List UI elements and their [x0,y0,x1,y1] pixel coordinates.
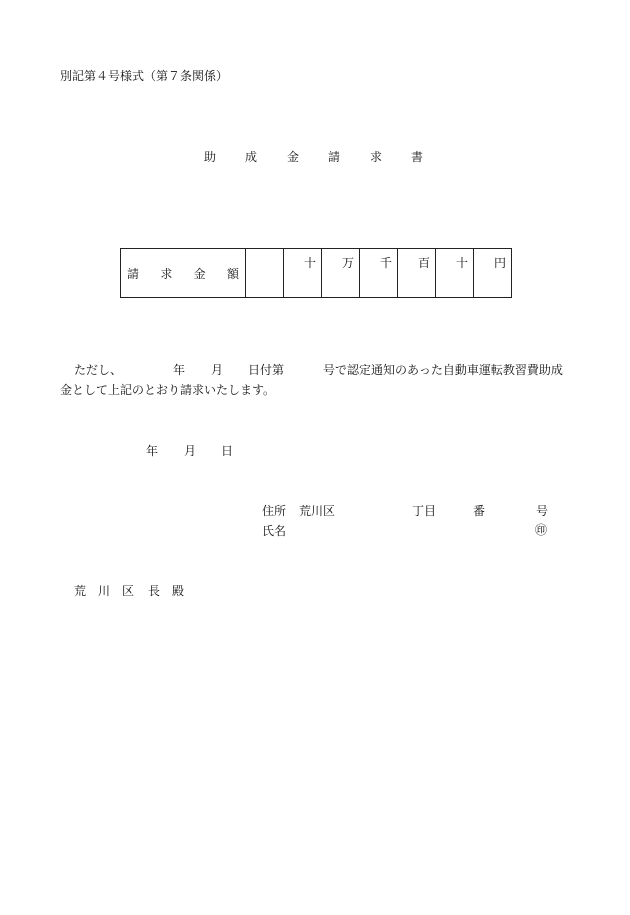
claim-amount-label-cell [121,249,246,298]
amount-digit-cell[interactable] [398,249,436,298]
amount-digit-cell[interactable] [474,249,512,298]
claim-amount-table [120,248,512,298]
title-char: 成 [245,150,258,164]
unit-label: 十 [303,256,316,270]
unit-label: 十 [455,256,468,270]
body-line2: 金として上記のとおり請求いたします。 [60,383,276,397]
unit-label: 百 [417,256,430,270]
seal-mark-icon: ㊞ [535,523,548,537]
addressee-char: 川 [98,584,111,598]
label-char: 請 [127,266,140,281]
label-char: 金 [193,266,206,281]
body-line1-rest: 号で認定通知のあった自動車運転教習費助成 [323,363,563,377]
address-chome: 丁目 [412,504,437,518]
title-char: 求 [370,150,383,164]
body-prefix: ただし、 [74,363,123,377]
label-char: 額 [226,266,239,281]
unit-label: 円 [493,256,506,270]
unit-label: 千 [379,256,392,270]
body-month: 月 [211,363,224,377]
label-char: 求 [160,266,173,281]
body-year: 年 [173,363,186,377]
unit-label: 万 [341,256,354,270]
date-month: 月 [184,444,197,458]
name-label: 氏名 [262,524,287,538]
amount-digit-cell[interactable] [360,249,398,298]
body-day-no: 日付第 [248,363,285,377]
amount-digit-cell[interactable] [284,249,322,298]
title-char: 金 [287,150,300,164]
address-ban: 番 [473,504,486,518]
title-char: 請 [328,150,341,164]
date-day: 日 [221,444,234,458]
address-ward: 荒川区 [299,504,336,518]
title-char: 書 [411,150,424,164]
amount-digit-cell[interactable] [246,249,284,298]
addressee-char: 区 [122,584,135,598]
address-go: 号 [536,504,549,518]
form-number-header: 別記第４号様式（第７条関係） [60,69,229,83]
addressee-char: 長 [148,584,161,598]
address-label: 住所 [262,504,287,518]
amount-digit-cell[interactable] [322,249,360,298]
date-year: 年 [146,444,159,458]
title-char: 助 [204,150,217,164]
amount-digit-cell[interactable] [436,249,474,298]
addressee-char: 殿 [172,584,185,598]
addressee-char: 荒 [74,584,87,598]
